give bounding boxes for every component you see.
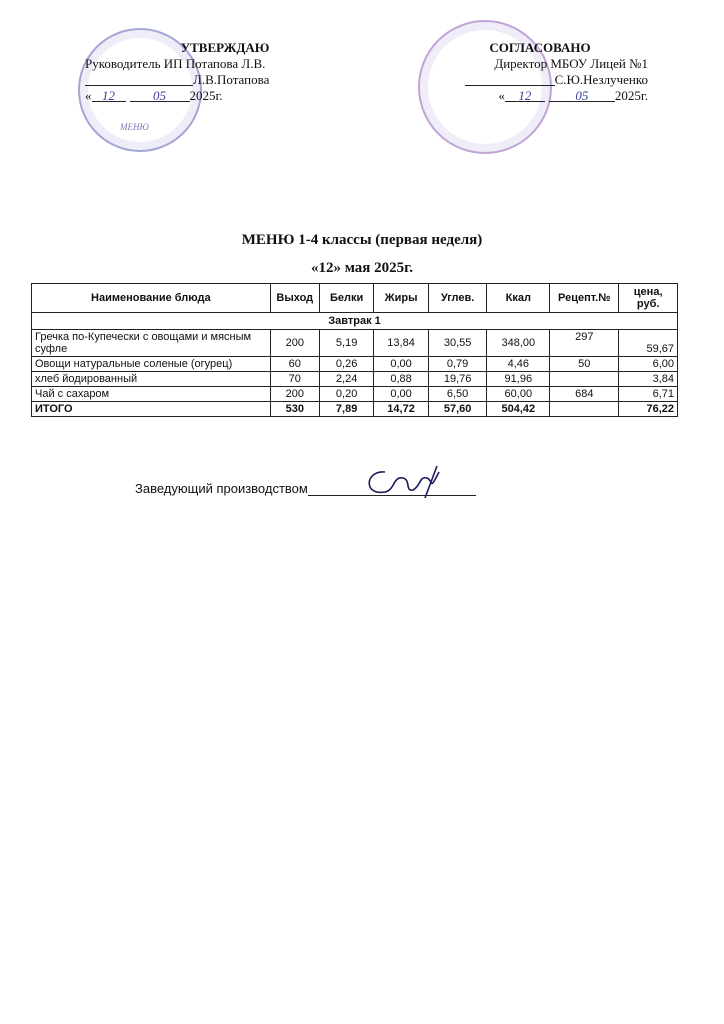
header-carbs: Углев. [428, 284, 487, 313]
cell: 50 [550, 357, 619, 372]
header-dish: Наименование блюда [32, 284, 271, 313]
total-cell: 530 [270, 402, 319, 417]
agree-day-blank [505, 88, 545, 102]
agree-signer: С.Ю.Незлученко [554, 72, 648, 87]
footer-label: Заведующий производством [135, 481, 308, 496]
header-kcal: Ккал [487, 284, 550, 313]
table-row [32, 372, 678, 387]
total-cell: 76,22 [619, 402, 678, 417]
cell: 5,19 [319, 330, 373, 357]
cell: 297 [550, 330, 619, 357]
cell: 60 [270, 357, 319, 372]
total-label: ИТОГО [32, 402, 271, 417]
handwritten-signature [355, 462, 445, 502]
cell: 13,84 [374, 330, 428, 357]
cell: 0,00 [374, 357, 428, 372]
cell: 0,20 [319, 387, 373, 402]
menu-date: «12» мая 2025г. [310, 260, 414, 276]
cell: 70 [270, 372, 319, 387]
cell: 6,00 [619, 357, 678, 372]
agreement-block [420, 40, 660, 104]
total-cell: 7,89 [319, 402, 373, 417]
cell: 4,46 [487, 357, 550, 372]
agree-position: Директор МБОУ Лицей №1 [494, 56, 648, 71]
header-fat: Жиры [374, 284, 428, 313]
cell: 6,71 [619, 387, 678, 402]
dish-name: хлеб йодированный [32, 372, 271, 387]
table-row [32, 387, 678, 402]
cell [550, 372, 619, 387]
cell: 0,00 [374, 387, 428, 402]
cell: 60,00 [487, 387, 550, 402]
signature-line [85, 72, 193, 86]
table-row [32, 357, 678, 372]
approve-signer-row [85, 72, 345, 88]
cell: 0,88 [374, 372, 428, 387]
section-row [32, 313, 678, 330]
cell: 200 [270, 387, 319, 402]
cell: 684 [550, 387, 619, 402]
cell: 3,84 [619, 372, 678, 387]
header-protein: Белки [319, 284, 373, 313]
approve-title: УТВЕРЖДАЮ [180, 40, 270, 55]
header-recipe: Рецепт.№ [550, 284, 619, 313]
cell: 19,76 [428, 372, 487, 387]
agree-date-row [420, 88, 660, 104]
approve-date-row [85, 88, 345, 104]
agree-date-open: « [498, 88, 505, 103]
section-label: Завтрак 1 [32, 313, 678, 330]
cell: 2,24 [319, 372, 373, 387]
total-cell [550, 402, 619, 417]
agree-year: 2025г. [614, 88, 648, 103]
approve-position: Руководитель ИП Потапова Л.В. [85, 56, 266, 71]
table-row [32, 330, 678, 357]
cell: 0,79 [428, 357, 487, 372]
cell: 30,55 [428, 330, 487, 357]
header-price: цена, руб. [619, 284, 678, 313]
dish-name: Овощи натуральные соленые (огурец) [32, 357, 271, 372]
approve-date-open: « [85, 88, 92, 103]
agree-month: 05 [575, 88, 589, 103]
table-header-row [32, 284, 678, 313]
cell: 348,00 [487, 330, 550, 357]
approve-year: 2025г. [189, 88, 223, 103]
cell: 6,50 [428, 387, 487, 402]
header-yield: Выход [270, 284, 319, 313]
total-cell: 57,60 [428, 402, 487, 417]
approve-month: 05 [153, 88, 166, 103]
agree-month-blank [549, 88, 615, 102]
approve-day-blank [92, 88, 126, 102]
signature-line [465, 72, 555, 86]
approval-block [85, 40, 345, 104]
cell: 200 [270, 330, 319, 357]
cell: 59,67 [619, 330, 678, 357]
agree-day: 12 [518, 88, 532, 103]
agree-title: СОГЛАСОВАНО [489, 40, 591, 55]
total-row [32, 402, 678, 417]
menu-title: МЕНЮ 1-4 классы (первая неделя) [241, 232, 483, 248]
dish-name: Чай с сахаром [32, 387, 271, 402]
approve-day: 12 [102, 88, 115, 103]
approve-signer: Л.В.Потапова [193, 72, 270, 87]
approve-month-blank [130, 88, 190, 102]
total-cell: 14,72 [374, 402, 428, 417]
total-cell: 504,42 [487, 402, 550, 417]
menu-table [31, 283, 678, 417]
cell: 0,26 [319, 357, 373, 372]
stamp-text: МЕНЮ [120, 122, 149, 132]
dish-name: Гречка по-Купечески с овощами и мясным суфле [32, 330, 271, 357]
agree-signer-row [420, 72, 660, 88]
cell: 91,96 [487, 372, 550, 387]
